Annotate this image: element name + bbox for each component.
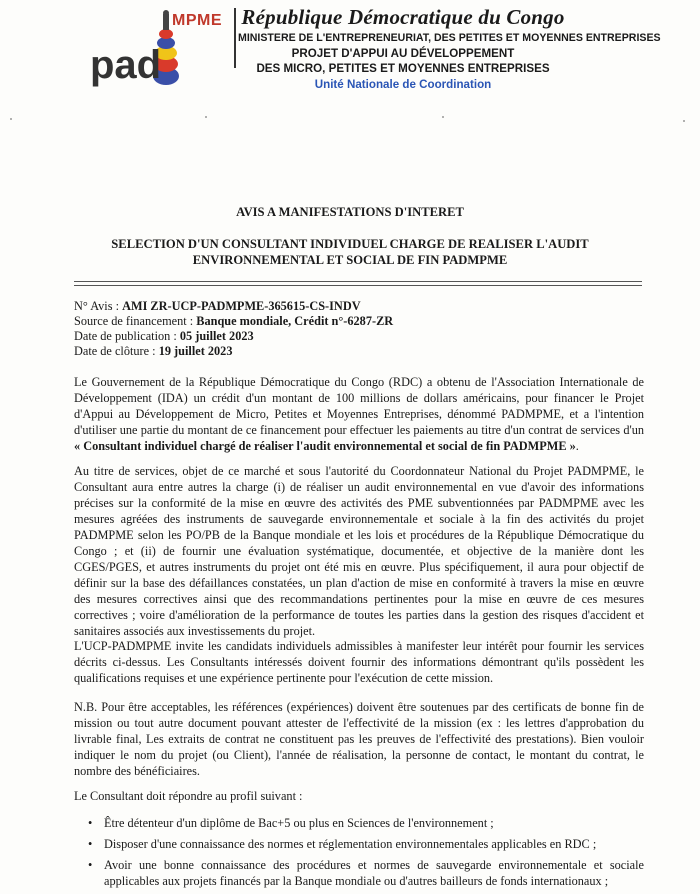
paragraph-nb: N.B. Pour être acceptables, les références (expériences) doivent être soutenues par des certificats de bonne fin de mission ou tout autre document pouvant attester de l'effectivité de la mission (ex : les lettres d'approbation du livrable final, Les extraits de contrat ne constituent pas les preuves de l'effectivité des prestations). Bien vouloir indiquer le nom du projet (ou Client), l'année de réalisation, la personne de contact, le montant du contrat, le nombre des bénéficiaires. — [74, 700, 644, 778]
scan-speck — [205, 116, 207, 118]
notice-metadata — [74, 299, 393, 359]
title-rule-top — [74, 281, 642, 282]
unit-name: Unité Nationale de Coordination — [314, 78, 492, 91]
funding-source: Source de financement : Banque mondiale, Crédit n°-6287-ZR — [74, 314, 394, 328]
project-name-line2: DES MICRO, PETITES ET MOYENNES ENTREPRISES — [256, 62, 550, 75]
bullet-icon: • — [88, 858, 93, 872]
header-divider — [234, 8, 236, 68]
profile-requirements-list — [74, 815, 644, 894]
notice-reference: N° Avis : AMI ZR-UCP-PADMPME-365615-CS-INDV — [74, 299, 361, 313]
ministry-name: MINISTERE DE L'ENTREPRENEURIAT, DES PETITES ET MOYENNES ENTREPRISES — [238, 32, 661, 44]
bullet-icon: • — [88, 816, 93, 830]
scan-speck — [10, 118, 12, 120]
closing-date: Date de clôture : 19 juillet 2023 — [74, 344, 233, 358]
scan-speck — [442, 116, 444, 118]
selection-title-line2: ENVIRONNEMENTAL ET SOCIAL DE FIN PADMPME — [192, 253, 508, 267]
paragraph-profile-intro: Le Consultant doit répondre au profil suivant : — [74, 789, 303, 803]
scan-speck — [683, 120, 685, 122]
paragraph-mission: Au titre de services, objet de ce marché et sous l'autorité du Coordonnateur National du Projet PADMPME, le Consultant aura entre autres la charge (i) de réaliser un audit environnemental en vue d'avoir des informations précises sur la conformité de la mise en œuvre des activités des PME subventionnées par PADMPME avec les mesures agréées des instruments de sauvegarde environnementale et sociale à la fin des activités du projet PADMPME selon les PO/PB de la Banque mondiale et les lois et procédures de la République Démocratique du Congo ; et (ii) de fournir une évaluation systématique, documentée, et objective de la manière dont les CGES/PGES, et autres instruments du projet ont été mis en œuvre. Plus spécifiquement, il aura pour objectif de définir sur la base des défaillances constatées, un plan d'action de mise en conformité à travers la mise en œuvre des mesures correctives ainsi que des recommandations pertinentes pour la mise en œuvre de ces mesures correctives ; voire d'amélioration de la performance de toutes les parties dans la gestion des risques d'accident et sanitaires associés aux investissements du projet. — [74, 464, 644, 638]
project-name-line1: PROJET D'APPUI AU DÉVELOPPEMENT — [291, 47, 515, 60]
list-item: • Disposer d'une connaissance des normes et réglementation environnementales applicables en RDC ; — [88, 837, 597, 851]
list-item: • Être détenteur d'un diplôme de Bac+5 ou plus en Sciences de l'environnement ; — [88, 816, 494, 830]
logo-mpme-text: MPME — [172, 12, 222, 29]
list-item: • Avoir une bonne connaissance des procédures et normes de sauvegarde environnementale et sociale applicables aux projets financés par la Banque mondiale ou d'autres bailleurs de fonds internationaux ; — [88, 858, 644, 888]
paragraph-invitation: L'UCP-PADMPME invite les candidats individuels admissibles à manifester leur intérêt pour fournir les services décrits ci-dessus. Les Consultants intéressés doivent fournir des informations démontrant qu'ils possèdent les qualifications requises et une expérience pertinente pour l'exécution de cette mission. — [74, 639, 644, 685]
republic-name: République Démocratique du Congo — [241, 5, 565, 29]
paragraph-financing: Le Gouvernement de la République Démocratique du Congo (RDC) a obtenu de l'Association Internationale de Développement (IDA) un crédit d'un montant de 100 millions de dollars américains, pour financer le Projet d'Appui au Développement de Micro, Petites et Moyennes Entreprises, dénommé PADMPME, et a l'intention d'utiliser une partie du montant de ce financement pour effectuer les paiements au titre d'un contrat de services d'un « Consultant individuel chargé de réaliser l'audit environnemental et social de fin PADMPME ». — [74, 375, 644, 453]
title-rule-bottom — [74, 285, 642, 286]
letterhead — [238, 4, 661, 92]
selection-title-line1: SELECTION D'UN CONSULTANT INDIVIDUEL CHARGE DE REALISER L'AUDIT — [111, 237, 589, 251]
notice-title: AVIS A MANIFESTATIONS D'INTERET — [236, 205, 464, 219]
publication-date: Date de publication : 05 juillet 2023 — [74, 329, 254, 343]
bullet-icon: • — [88, 837, 93, 851]
logo-pad-text: pad — [90, 43, 162, 87]
